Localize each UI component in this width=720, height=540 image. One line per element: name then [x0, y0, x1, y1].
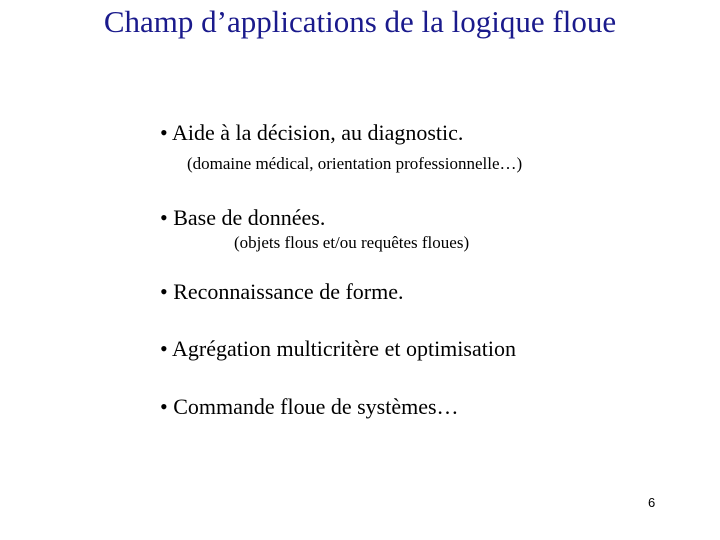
bullet-item-pattern-recognition: • Reconnaissance de forme.: [160, 279, 404, 304]
page-number: 6: [648, 495, 656, 510]
slide-title: Champ d’applications de la logique floue: [103, 4, 617, 39]
bullet-item-fuzzy-control: • Commande floue de systèmes…: [160, 394, 459, 419]
bullet-item-decision: • Aide à la décision, au diagnostic.: [160, 120, 464, 145]
bullet-subtext-database: (objets flous et/ou requêtes floues): [234, 233, 470, 252]
bullet-subtext-decision: (domaine médical, orientation professionnelle…): [187, 154, 523, 173]
bullet-item-aggregation: • Agrégation multicritère et optimisation: [160, 336, 516, 361]
bullet-item-database: • Base de données.: [160, 205, 326, 230]
